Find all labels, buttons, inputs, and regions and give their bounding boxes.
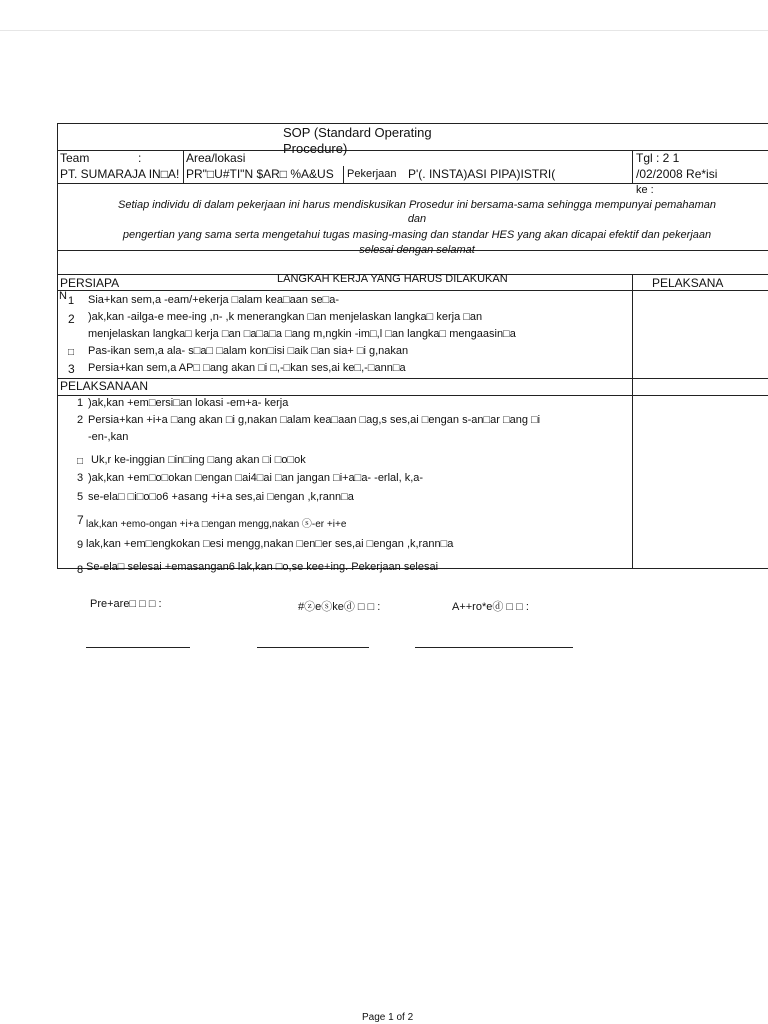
persiapan-num-2: 2	[68, 312, 75, 326]
team-label: Team	[60, 151, 90, 165]
pelaksanaan-num-2: 2	[77, 414, 84, 426]
page-number: Page 1 of 2	[362, 1012, 414, 1023]
pelaksanaan-step-1: )ak,kan +em□ersi□an lokasi -em+a- kerja	[88, 397, 289, 409]
persiapan-num-4: 3	[68, 362, 75, 376]
pelaksanaan-num-6: 7	[77, 513, 84, 527]
pelaksanaan-num-3: □	[77, 456, 84, 467]
pelaksanaan-num-8: 8	[77, 564, 84, 576]
persiapan-step-3: Pas-ikan sem,a ala- s□a□ □alam kon□isi □aik □an sia+ □i g,nakan	[88, 345, 409, 357]
page-title-cont: Procedure)	[283, 141, 348, 156]
intro-line-1: Setiap individu di dalam pekerjaan ini harus mendiskusikan Prosedur ini bersama-sama sehingga mempunyai pemahaman	[118, 199, 716, 211]
date-label: Tgl : 2 1	[636, 151, 680, 165]
approved-by-label: A++ro*eⓓ □ □ :	[452, 601, 529, 613]
pelaksanaan-num-1: 1	[77, 397, 84, 409]
pelaksanaan-step-3: Uk,r ke-inggian □in□ing □ang akan □i □o□ok	[91, 454, 306, 466]
divider-team-area	[183, 150, 184, 183]
intro-line-3: pengertian yang sama serta mengetahui tugas masing-masing dan standar HES yang akan dicapai efektif dan pekerjaan	[122, 229, 712, 241]
pelaksanaan-section-header: PELAKSANAAN	[60, 379, 149, 393]
team-colon: :	[138, 151, 142, 165]
number-column-header: N	[59, 290, 67, 302]
pelaksanaan-step-4: )ak,kan +em□o□okan □engan □ai4□ai □an jangan □i+a□a- -erlal, k,a-	[88, 472, 424, 484]
prepared-by-label: Pre+are□ □ □ :	[90, 598, 162, 610]
revision-label: /02/2008 Re*isi	[636, 167, 718, 181]
intro-line-4: selesai dengan selamat	[359, 244, 475, 256]
pelaksanaan-step-8: Se-ela□ selesai +emasangan6 lak,kan □o,se kee+ing. Pekerjaan selesai	[86, 561, 439, 573]
rule-persiapan-head	[57, 290, 768, 291]
checked-by-label: #ⓩeⓢkeⓓ □ □ :	[298, 601, 381, 613]
persiapan-num-1: 1	[68, 295, 75, 307]
persiapan-step-2-cont: menjelaskan langka□ kerja □an □a□a□a □ang m,ngkin -im□,l □an langka□ mengaasin□a	[88, 328, 516, 340]
prepared-signature-line	[86, 647, 190, 648]
divider-job-date	[632, 150, 633, 183]
pelaksanaan-step-5: se-ela□ □i□o□o6 +asang +i+a ses,ai □engan ,k,rann□a	[88, 491, 354, 503]
divider-area-job	[343, 166, 344, 183]
rule-pelaksanaan-top	[57, 378, 768, 379]
pelaksanaan-num-5: 5	[77, 491, 84, 503]
rule-pelaksanaan-head	[57, 395, 768, 396]
area-label: Area/lokasi	[186, 151, 246, 165]
area-value: PR"□U#TI"N $AR□ %A&US	[186, 167, 334, 181]
persiapan-step-4: Persia+kan sem,a AP□ □ang akan □i □,-□kan ses,ai ke□,-□ann□a	[88, 362, 406, 374]
revision-number: ke :	[636, 184, 654, 196]
persiapan-step-1: Sia+kan sem,a -eam/+ekerja □alam kea□aan se□a-	[88, 294, 340, 306]
persiapan-step-2: )ak,kan -ailga-e mee-ing ,n- ,k menerangkan □an menjelaskan langka□ kerja □an	[88, 311, 483, 323]
page-title: SOP (Standard Operating	[283, 125, 432, 140]
job-value: P'(. INSTA)ASI PIPA)ISTRI(	[408, 167, 556, 181]
team-value: PT. SUMARAJA IN□A!	[60, 167, 180, 181]
pelaksanaan-step-7: lak,kan +em□engkokan □esi mengg,nakan □en□er ses,ai □engan ,k,rann□a	[86, 538, 454, 550]
pelaksanaan-num-4: 3	[77, 472, 84, 484]
rule-meta	[57, 183, 768, 184]
executor-column-header: PELAKSANA	[652, 276, 724, 290]
pelaksanaan-step-2-cont: -en-,kan	[88, 431, 129, 443]
intro-line-2: dan	[407, 213, 427, 225]
divider-executor	[632, 274, 633, 568]
persiapan-section-header: PERSIAPA	[60, 276, 120, 290]
pelaksanaan-num-7: 9	[77, 539, 84, 551]
pelaksanaan-step-6: lak,kan +emo-ongan +i+a □engan mengg,nakan ⓢ-er +i+e	[86, 519, 347, 530]
checked-signature-line	[257, 647, 369, 648]
pelaksanaan-step-2: Persia+kan +i+a □ang akan □i g,nakan □alam kea□aan □ag,s ses,ai □engan s-an□ar □ang □i	[88, 414, 541, 426]
page-top-border	[0, 30, 768, 31]
job-label: Pekerjaan	[347, 168, 397, 180]
persiapan-num-3: □	[68, 347, 75, 358]
approved-signature-line	[415, 647, 573, 648]
steps-column-header: LANGKAH KERJA YANG HARUS DILAKUKAN	[277, 273, 508, 285]
